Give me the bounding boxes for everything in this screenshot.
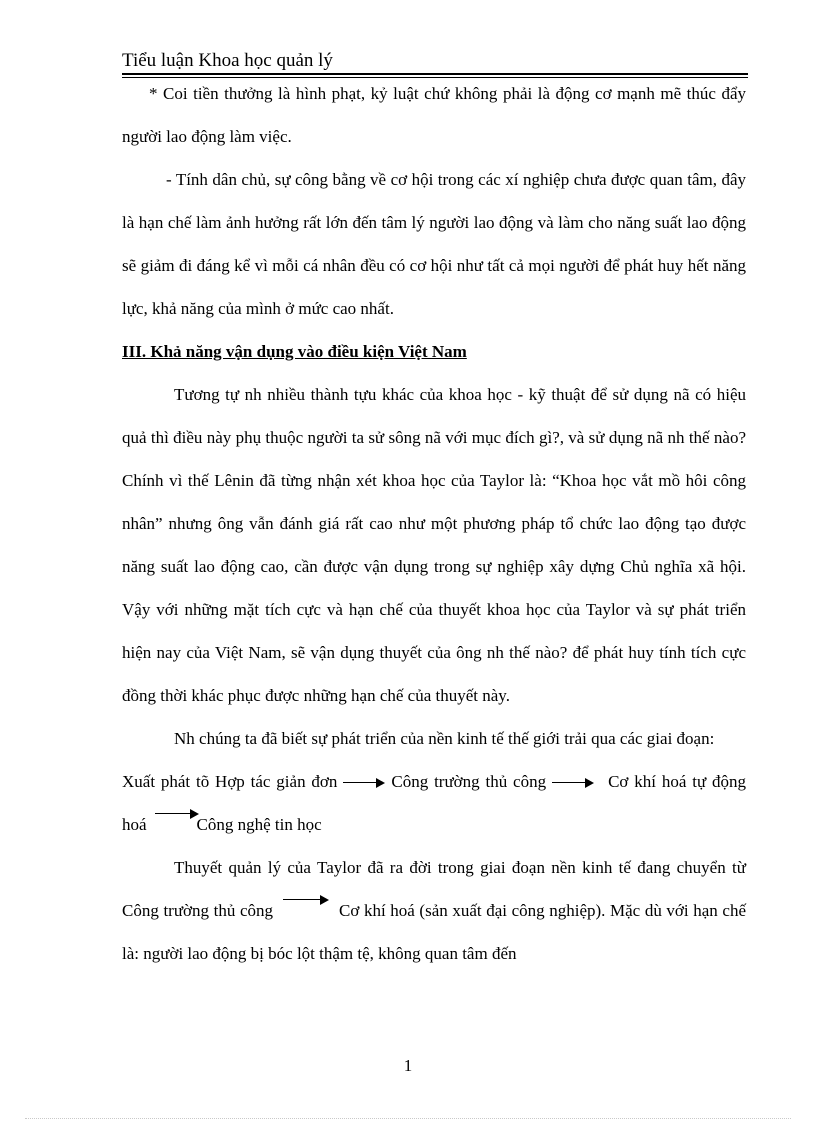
- paragraph-reward-punishment: * Coi tiền thưởng là hình phạt, kỷ luật chứ không phải là động cơ mạnh mẽ thúc đẩy người lao động làm việc.: [122, 84, 746, 146]
- header-title: Tiểu luận Khoa học quản lý: [122, 50, 333, 71]
- page-bottom-border: [25, 1118, 791, 1119]
- section-heading: III. Khả năng vận dụng vào điều kiện Việt Nam: [122, 342, 467, 361]
- paragraph-taylor-era: [122, 846, 746, 975]
- document-body: [122, 72, 746, 975]
- page-header: [122, 50, 748, 72]
- paragraph-taylor-application: Tương tự nh nhiều thành tựu khác của khoa học - kỹ thuật để sử dụng nã có hiệu quả thì điều này phụ thuộc người ta sử sông nã với mục đích gì?, và sử dụng nã nh thế nào? Chính vì thế Lênin đã từng nhận xét khoa học của Taylor là: “Khoa học vắt mồ hôi công nhân” nhưng ông vẫn đánh giá rất cao như một phương pháp tổ chức lao động tạo được năng suất lao động cao, cần được vận dụng trong sự nghiệp xây dựng Chủ nghĩa xã hội. Vậy với những mặt tích cực và hạn chế của thuyết khoa học của Taylor và sự phát triển hiện nay của Việt Nam, sẽ vận dụng thuyết của ông nh thế nào? để phát huy tính tích cực đồng thời khác phục được những hạn chế của thuyết này.: [122, 385, 746, 705]
- page-number: 1: [403, 1056, 413, 1075]
- taylor-era-text-after: Cơ khí hoá (sản xuất đại công nghiệp). Mặc dù với hạn chế là: người lao động bị bóc lột thậm tệ, không quan tâm đến: [122, 901, 746, 963]
- right-arrow-icon: [343, 777, 385, 789]
- stages-line: [122, 760, 746, 846]
- stage-mechanization: Cơ khí hoá: [608, 772, 687, 791]
- right-arrow-icon: [155, 808, 199, 820]
- taylor-era-text-before: Thuyết quản lý của Taylor đã ra đời trong giai đoạn nền kinh tế đang chuyển từ Công trường thủ công: [122, 858, 746, 920]
- right-arrow-icon: [552, 777, 594, 789]
- stage-automation: tự động hoá: [122, 772, 746, 834]
- stage-manufactory: Công trường thủ công: [391, 772, 547, 791]
- stage-simple-cooperation: Xuất phát tõ Hợp tác giản đơn: [122, 772, 338, 791]
- paragraph-democracy: - Tính dân chủ, sự công bằng về cơ hội trong các xí nghiệp chưa được quan tâm, đây là hạn chế làm ảnh hưởng rất lớn đến tâm lý người lao động và làm cho năng suất lao động sẽ giảm đi đáng kể vì mỗi cá nhân đều có cơ hội như tất cả mọi người để phát huy hết năng lực, khả năng của mình ở mức cao nhất.: [122, 170, 746, 318]
- stage-information-technology: Công nghệ tin học: [196, 815, 322, 834]
- paragraph-economic-stages: Nh chúng ta đã biết sự phát triển của nền kinh tế thế giới trải qua các giai đoạn:: [174, 729, 715, 748]
- right-arrow-icon: [283, 894, 329, 906]
